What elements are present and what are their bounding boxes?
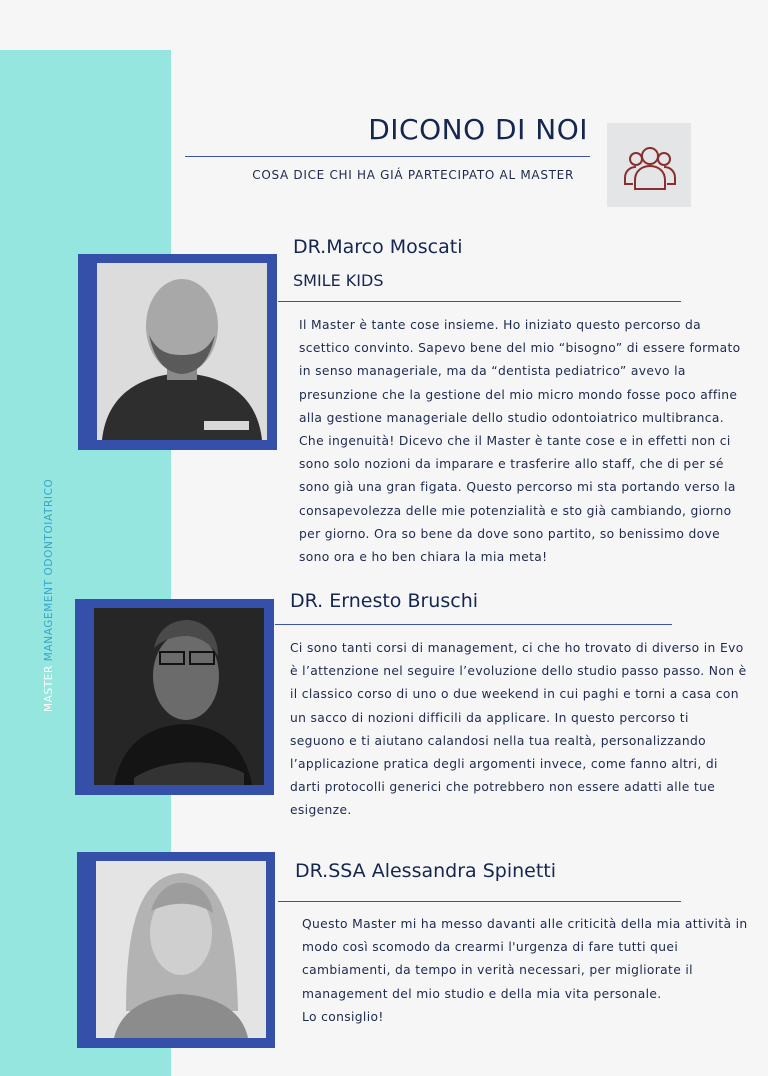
page-title: DICONO DI NOI [368, 113, 588, 146]
name-divider [275, 624, 672, 625]
title-divider [185, 156, 590, 157]
testimonial-name: DR.Marco Moscati [293, 236, 463, 258]
portrait-ernesto-bruschi [94, 608, 264, 785]
vertical-master-label: MASTER MANAGEMENT ODONTOIATRICO [43, 478, 55, 712]
testimonial-company: SMILE KIDS [293, 271, 384, 290]
portrait-marco-moscati [97, 263, 267, 440]
portrait-alessandra-spinetti [96, 861, 266, 1038]
group-users-icon [607, 123, 691, 207]
name-divider [278, 901, 681, 902]
testimonial-name: DR. Ernesto Bruschi [290, 590, 479, 612]
testimonial-name: DR.SSA Alessandra Spinetti [295, 860, 557, 882]
name-divider [278, 301, 681, 302]
testimonial-quote: Il Master è tante cose insieme. Ho iniziato questo percorso da scettico convinto. Sapevo bene del mio “bisogno” di essere formato in senso manageriale, ma da “dentista pediatrico” avevo la presunzione che la gestione del mio micro mondo fosse poco affine alla gestione manageriale dello studio odontoiatrico multibranca. Che ingenuità! Dicevo che il Master è tante cose e in effetti non ci sono solo nozioni da imparare e trasferire allo staff, che di per sé sono già una gran figata. Questo percorso mi sta portando verso la consapevolezza delle mie potenzialità e sto già cambiando, giorno per giorno. Ora so bene da dove sono partito, so benissimo dove sono ora e ho ben chiara la mia meta! [299, 318, 741, 565]
testimonial-quote: Ci sono tanti corsi di management, ci che ho trovato di diverso in Evo è l’attenzione nel seguire l’evoluzione dello studio passo passo. Non è il classico corso di uno o due weekend in cui paghi e torni a casa con un sacco di nozioni difficili da applicare. In questo percorso ti seguono e ti aiutano calandosi nella tua realtà, personalizzando l’applicazione pratica degli argomenti invece, come fanno altri, di darti protocolli generici che potrebbero non essere adatti alle tue esigenze. [290, 641, 747, 818]
testimonial-quote: Questo Master mi ha messo davanti alle criticità della mia attività in modo così scomodo da crearmi l'urgenza di fare tutti quei cambiamenti, da tempo in verità necessari, per migliorate il management del mio studio e della mia vita personale. Lo consiglio! [302, 917, 748, 1024]
page-subtitle: COSA DICE CHI HA GIÁ PARTECIPATO AL MASTER [252, 168, 574, 182]
